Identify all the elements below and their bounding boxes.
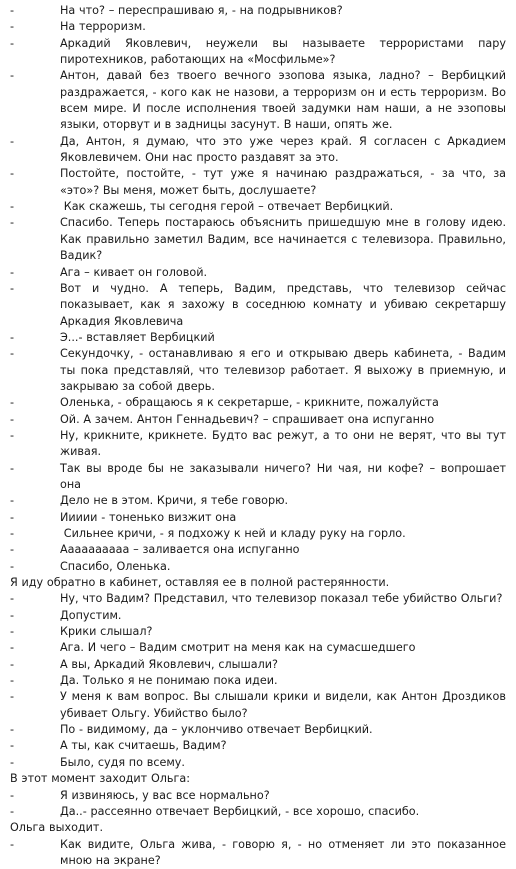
dialogue-dash: - — [10, 559, 15, 573]
dialogue-line — [10, 624, 506, 640]
paragraph-text: Спасибо, Оленька. — [60, 559, 171, 573]
dialogue-line — [10, 68, 506, 133]
paragraph-text: Крики слышал? — [60, 625, 153, 639]
dialogue-line — [10, 837, 506, 869]
dialogue-line — [10, 591, 506, 607]
dialogue-dash: - — [10, 625, 15, 639]
dialogue-dash: - — [10, 20, 15, 34]
dialogue-line — [10, 330, 506, 346]
paragraph-text: Аааааааааа – заливается она испуганно — [60, 543, 300, 557]
paragraph-text: Дело не в этом. Кричи, я тебе говорю. — [60, 494, 289, 508]
paragraph-text: Ага. И чего – Вадим смотрит на меня как на сумасшедшего — [60, 641, 416, 655]
dialogue-dash: - — [10, 4, 15, 17]
dialogue-dash: - — [10, 216, 15, 230]
dialogue-dash: - — [10, 755, 15, 769]
dialogue-line — [10, 657, 506, 673]
paragraph-text: У меня к вам вопрос. Вы слышали крики и видели, как Антон Дроздиков убивает Ольгу. Убийство было? — [60, 690, 506, 720]
paragraph-list — [10, 3, 506, 869]
paragraph-text: А вы, Аркадий Яковлевич, слышали? — [60, 657, 278, 671]
dialogue-line — [10, 166, 506, 199]
dialogue-line — [10, 215, 506, 264]
dialogue-dash: - — [10, 396, 15, 410]
dialogue-dash: - — [10, 36, 15, 50]
dialogue-dash: - — [10, 657, 15, 671]
paragraph-text: Ага – кивает он головой. — [60, 265, 208, 279]
dialogue-dash: - — [10, 837, 15, 851]
dialogue-dash: - — [10, 788, 15, 802]
dialogue-line — [10, 542, 506, 558]
paragraph-text: Ольга выходит. — [10, 821, 104, 835]
dialogue-line — [10, 722, 506, 738]
dialogue-line — [10, 346, 506, 395]
dialogue-dash: - — [10, 510, 15, 524]
dialogue-dash: - — [10, 461, 15, 475]
dialogue-line — [10, 559, 506, 575]
dialogue-line — [10, 19, 506, 35]
paragraph-text: Оленька, - обращаюсь я к секретарше, - крикните, пожалуйста — [60, 396, 439, 410]
dialogue-dash: - — [10, 265, 15, 279]
dialogue-line — [10, 673, 506, 689]
dialogue-line — [10, 755, 506, 771]
dialogue-dash: - — [10, 494, 15, 508]
paragraph-text: На терроризм. — [60, 20, 146, 34]
dialogue-line — [10, 36, 506, 69]
dialogue-dash: - — [10, 167, 15, 181]
dialogue-line — [10, 510, 506, 526]
dialogue-dash: - — [10, 527, 15, 540]
dialogue-line — [10, 412, 506, 428]
paragraph-text: Ну, что Вадим? Представил, что телевизор показал тебе убийство Ольги? — [60, 592, 503, 606]
dialogue-dash: - — [10, 739, 15, 753]
paragraph-text: По - видимому, да – уклончиво отвечает Вербицкий. — [60, 723, 373, 737]
paragraph-text: Допустим. — [60, 608, 122, 622]
dialogue-line — [10, 738, 506, 754]
paragraph-text: Я иду обратно в кабинет, оставляя ее в полной растерянности. — [10, 576, 390, 590]
dialogue-line — [10, 804, 506, 820]
dialogue-line — [10, 640, 506, 656]
paragraph-text: Так вы вроде бы не заказывали ничего? Ни чая, ни кофе? – вопрошает она — [60, 461, 506, 491]
dialogue-dash: - — [10, 200, 15, 214]
paragraph-text: Я извиняюсь, у вас все нормально? — [60, 788, 270, 802]
dialogue-line — [10, 689, 506, 722]
paragraph-text: В этот момент заходит Ольга: — [10, 772, 191, 786]
dialogue-dash: - — [10, 608, 15, 622]
dialogue-line — [10, 428, 506, 461]
dialogue-line — [10, 461, 506, 494]
dialogue-line — [10, 395, 506, 411]
dialogue-line — [10, 3, 506, 19]
paragraph-text: Да, Антон, я думаю, что это уже через край. Я согласен с Аркадием Яковлевичем. Они нас просто раздавят за это. — [60, 134, 506, 165]
paragraph-text: Как видите, Ольга жива, - говорю я, - но отменяет ли это показанное мною на экране? — [60, 837, 506, 867]
narration-line — [10, 820, 506, 836]
dialogue-dash: - — [10, 428, 15, 442]
dialogue-line — [10, 788, 506, 804]
dialogue-dash: - — [10, 543, 15, 557]
paragraph-text: Да..- рассеянно отвечает Вербицкий, - все хорошо, спасибо. — [60, 804, 420, 818]
dialogue-dash: - — [10, 641, 15, 655]
dialogue-dash: - — [10, 281, 15, 295]
dialogue-dash: - — [10, 723, 15, 737]
dialogue-dash: - — [10, 804, 15, 818]
paragraph-text: Вот и чудно. А теперь, Вадим, представь, что телевизор сейчас показывает, как я захожу в соседнюю комнату и убиваю секретаршу Аркадия Яковлевича — [60, 281, 506, 328]
paragraph-text: На что? – переспрашиваю я, - на подрывников? — [60, 4, 343, 17]
paragraph-text: Как скажешь, ты сегодня герой – отвечает Вербицкий. — [60, 200, 394, 214]
paragraph-text: Ну, крикните, крикнете. Будто вас режут, а то они не верят, что вы тут живая. — [60, 428, 506, 459]
dialogue-line — [10, 265, 506, 281]
dialogue-dash: - — [10, 134, 15, 148]
narration-line — [10, 575, 506, 591]
paragraph-text: Иииии - тоненько визжит она — [60, 510, 237, 524]
dialogue-dash: - — [10, 592, 15, 606]
paragraph-text: Э...- вставляет Вербицкий — [60, 330, 215, 344]
paragraph-text: Постойте, постойте, - тут уже я начинаю раздражаться, - за что, за «это»? Вы меня, может быть, дослушаете? — [60, 167, 506, 197]
paragraph-text: Секундочку, - останавливаю я его и открываю дверь кабинета, - Вадим ты пока представляй, что телевизор работает. Я выхожу в приемную, и закрываю за собой дверь. — [60, 347, 506, 393]
dialogue-line — [10, 134, 506, 167]
paragraph-text: Сильнее кричи, - я подхожу к ней и кладу руку на горло. — [60, 527, 406, 540]
dialogue-dash: - — [10, 674, 15, 688]
dialogue-dash: - — [10, 69, 15, 83]
paragraph-text: Да. Только я не понимаю пока идеи. — [60, 674, 278, 688]
paragraph-text: Ой. А зачем. Антон Геннадьевич? – спрашивает она испуганно — [60, 412, 435, 426]
dialogue-dash: - — [10, 347, 15, 361]
paragraph-text: А ты, как считаешь, Вадим? — [60, 739, 227, 753]
paragraph-text: Антон, давай без твоего вечного эзопова языка, ладно? – Вербицкий раздражается, - кого как не назови, а терроризм он и есть терроризм. Во всем мире. И после исполнения твоей задумки нам наши, а не эзоповы языки, оторвут и в задницы засунут. В наши, опять же. — [60, 69, 506, 132]
dialogue-dash: - — [10, 330, 15, 344]
dialogue-line — [10, 281, 506, 330]
paragraph-text: Спасибо. Теперь постараюсь объяснить пришедшую мне в голову идею. Как правильно заметил Вадим, все начинается с телевизора. Правильно, Вадик? — [60, 216, 506, 263]
dialogue-dash: - — [10, 412, 15, 426]
narration-line — [10, 771, 506, 787]
dialogue-line — [10, 608, 506, 624]
dialogue-dash: - — [10, 690, 15, 704]
dialogue-line — [10, 526, 506, 542]
paragraph-text: Аркадий Яковлевич, неужели вы называете террористами пару пиротехников, работающих на «Мосфильме»? — [60, 36, 506, 67]
dialogue-line — [10, 493, 506, 509]
dialogue-line — [10, 199, 506, 215]
paragraph-text: Было, судя по всему. — [60, 755, 185, 769]
